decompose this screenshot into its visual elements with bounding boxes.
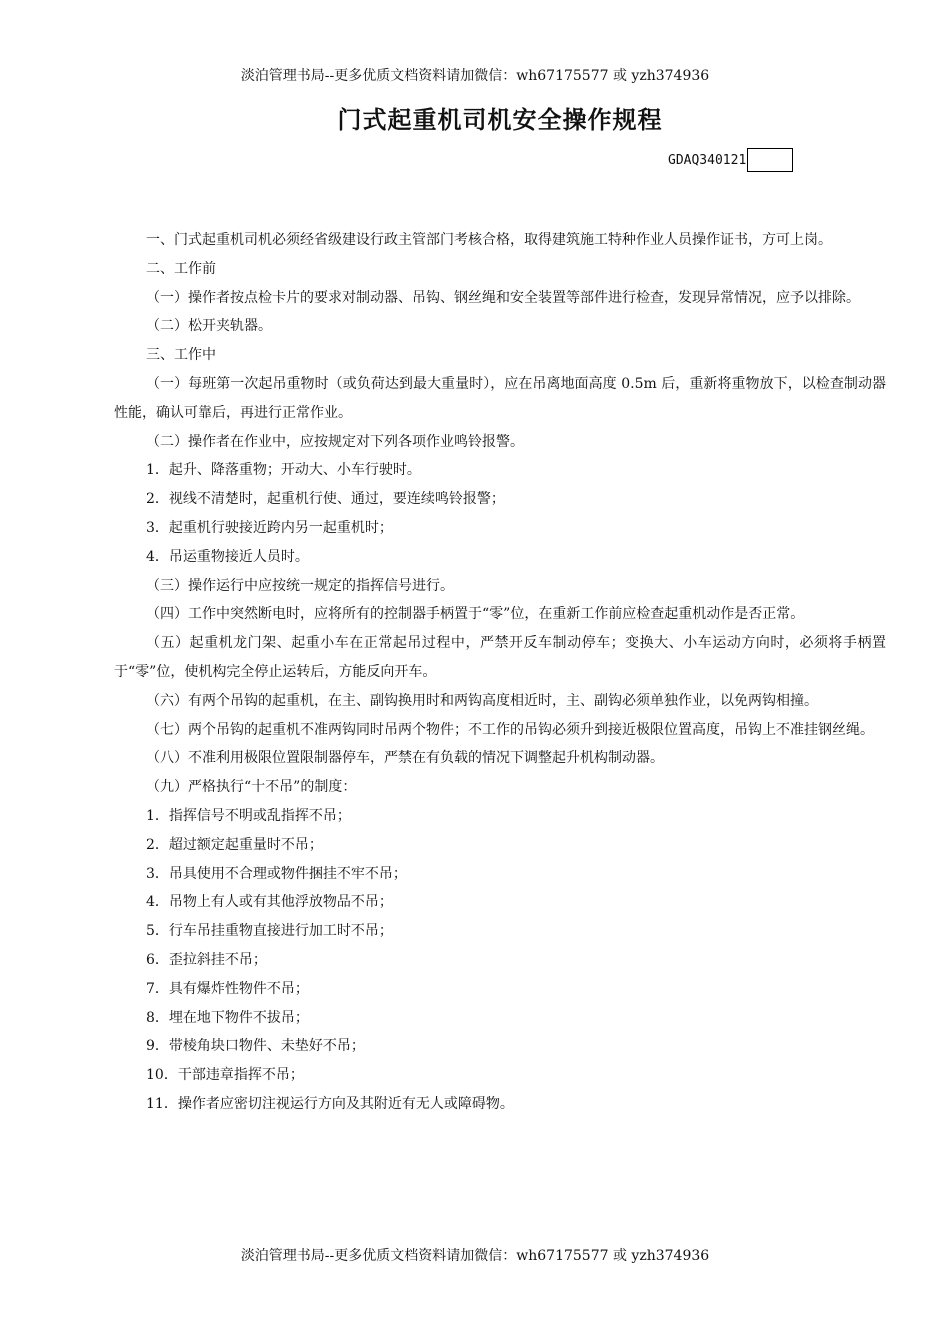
list-item: 5．行车吊挂重物直接进行加工时不吊；: [146, 923, 393, 940]
document-title: 门式起重机司机安全操作规程: [337, 106, 663, 134]
code-suffix-box: [747, 148, 793, 172]
list-item: 4．吊运重物接近人员时。: [146, 548, 309, 565]
list-item: 3．起重机行驶接近跨内另一起重机时；: [146, 519, 393, 536]
paragraph: （一）每班第一次起吊重物时（或负荷达到最大重量时），应在吊离地面高度 0.5m 后，重新将重物放下，以检查制动器性能，确认可靠后，再进行正常作业。: [114, 375, 886, 421]
list-item: 8．埋在地下物件不拔吊；: [146, 1009, 309, 1026]
list-item: 1．起升、降落重物；开动大、小车行驶时。: [146, 462, 421, 479]
paragraph: （六）有两个吊钩的起重机，在主、副钩换用时和两钩高度相近时，主、副钩必须单独作业，以免两钩相撞。: [146, 692, 818, 709]
paragraph: （九）严格执行“十不吊”的制度：: [146, 779, 357, 796]
paragraph: （二）操作者在作业中，应按规定对下列各项作业鸣铃报警。: [146, 433, 524, 450]
section-heading: 三、工作中: [146, 347, 216, 364]
paragraph: （四）工作中突然断电时，应将所有的控制器手柄置于“零”位，在重新工作前应检查起重机动作是否正常。: [146, 606, 805, 623]
paragraph: 一、门式起重机司机必须经省级建设行政主管部门考核合格，取得建筑施工特种作业人员操作证书，方可上岗。: [146, 232, 832, 248]
paragraph: （八）不准利用极限位置限制器停车，严禁在有负载的情况下调整起升机构制动器。: [146, 750, 664, 767]
paragraph: （一）操作者按点检卡片的要求对制动器、吊钩、钢丝绳和安全装置等部件进行检查，发现异常情况，应予以排除。: [146, 289, 860, 306]
list-item: 4．吊物上有人或有其他浮放物品不吊；: [146, 894, 393, 911]
list-item: 10．干部违章指挥不吊；: [146, 1067, 304, 1084]
document-body: [114, 226, 886, 1119]
paragraph: （七）两个吊钩的起重机不准两钩同时吊两个物件；不工作的吊钩必须升到接近极限位置高度，吊钩上不准挂钢丝绳。: [146, 721, 874, 738]
list-item: 2．视线不清楚时，起重机行使、通过，要连续鸣铃报警；: [146, 491, 505, 508]
paragraph: （五）起重机龙门架、起重小车在正常起吊过程中，严禁开反车制动停车；变换大、小车运动方向时，必须将手柄置于“零”位，使机构完全停止运转后，方能反向开车。: [114, 635, 886, 680]
document-code-row: [668, 148, 793, 172]
footer-note: 淡泊管理书局--更多优质文档资料请加微信：wh67175577 或 yzh374936: [240, 1248, 710, 1264]
paragraph: （三）操作运行中应按统一规定的指挥信号进行。: [146, 577, 454, 594]
paragraph: （二）松开夹轨器。: [146, 318, 272, 335]
list-item: 11．操作者应密切注视运行方向及其附近有无人或障碍物。: [146, 1095, 514, 1112]
list-item: 7．具有爆炸性物件不吊；: [146, 980, 309, 997]
header-note: 淡泊管理书局--更多优质文档资料请加微信：wh67175577 或 yzh374936: [240, 68, 710, 84]
list-item: 9．带棱角块口物件、未垫好不吊；: [146, 1038, 365, 1055]
list-item: 2．超过额定起重量时不吊；: [146, 836, 323, 853]
document-code: GDAQ340121: [668, 152, 747, 168]
section-heading: 二、工作前: [146, 260, 216, 277]
list-item: 6．歪拉斜挂不吊；: [146, 951, 267, 968]
list-item: 1．指挥信号不明或乱指挥不吊；: [146, 807, 351, 824]
list-item: 3．吊具使用不合理或物件捆挂不牢不吊；: [146, 865, 407, 882]
